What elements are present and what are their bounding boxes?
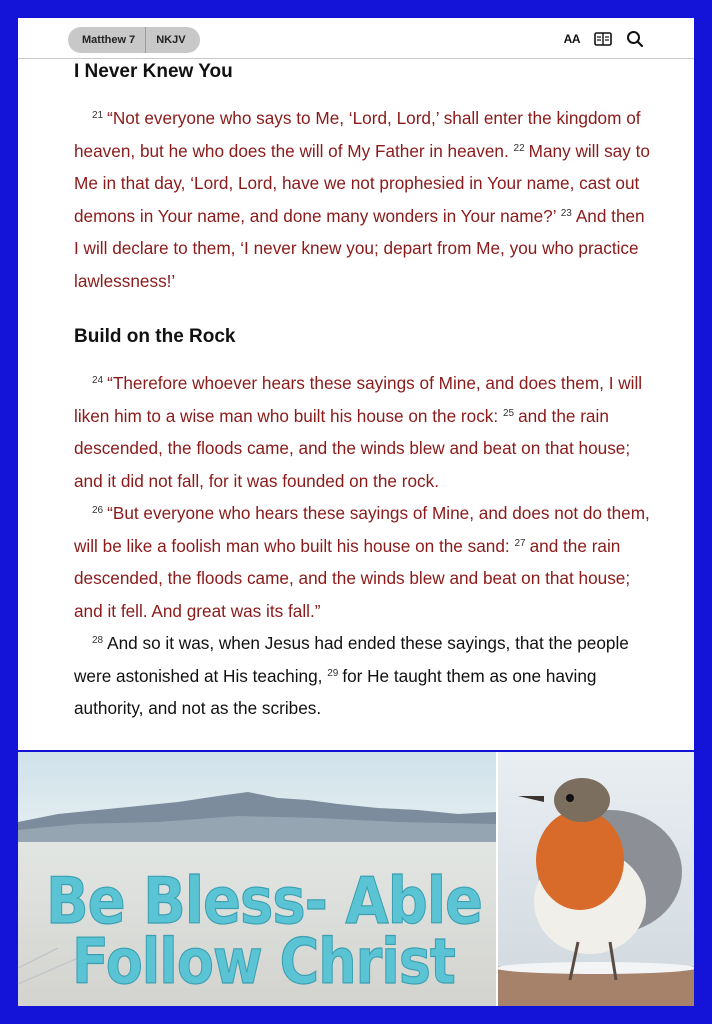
paragraph-verses-26-27 <box>74 497 654 627</box>
verse-text: “But everyone who hears these sayings of Mine, and does not do them, will be like a foolish man who built his house on the sand: <box>74 503 650 556</box>
verse-text: Many will say to Me in that day, ‘Lord, Lord, have we not prophesied in Your name, cast out demons in Your name, and done many wonders in Your name?’ <box>74 140 650 226</box>
verse-text: And then I will declare to them, ‘I never knew you; depart from Me, you who practice lawlessness!’ <box>74 205 645 291</box>
paragraph-verses-24-25 <box>74 367 654 497</box>
paragraph-verses-28-29 <box>74 627 654 725</box>
promo-banner <box>18 752 694 1006</box>
paragraph-verses-21-23 <box>74 102 654 297</box>
verse-text: “Not everyone who says to Me, ‘Lord, Lord,’ shall enter the kingdom of heaven, but he who does the will of My Father in heaven. <box>74 108 641 161</box>
search-icon[interactable] <box>626 29 644 49</box>
verse-text: “Therefore whoever hears these sayings of Mine, and does them, I will liken him to a wise man who built his house on the rock: <box>74 373 643 426</box>
verse-text: and the rain descended, the floods came, and the winds blew and beat on that house; and it fell. And great was its fall.” <box>74 535 631 621</box>
book-chapter-button[interactable]: Matthew 7 <box>68 27 146 53</box>
verse-number: 22 <box>513 142 525 154</box>
version-button[interactable]: NKJV <box>156 34 186 46</box>
verse-number: 27 <box>514 537 526 549</box>
verse-number: 28 <box>92 635 104 646</box>
verse-text: and the rain descended, the floods came, and the winds blew and beat on that house; and it did not fall, for it was founded on the rock. <box>74 405 631 491</box>
verse-number: 29 <box>327 667 339 679</box>
parallel-view-icon[interactable] <box>594 29 612 49</box>
slogan-line-1: Be Bless- Able <box>46 864 483 940</box>
passage-selector[interactable] <box>68 27 200 53</box>
reader-toolbar <box>18 18 694 59</box>
toolbar-actions <box>564 29 644 49</box>
verse-number: 25 <box>502 407 515 419</box>
verse-number: 23 <box>560 207 572 219</box>
verse-number: 24 <box>92 375 104 386</box>
section-heading-never-knew: I Never Knew You <box>74 61 233 82</box>
bible-reader-page <box>18 18 694 750</box>
font-size-button[interactable]: AA <box>563 32 580 46</box>
verse-number: 26 <box>92 505 104 516</box>
section-heading-build-rock: Build on the Rock <box>74 326 236 347</box>
slogan-line-2: Follow Christ <box>72 925 455 999</box>
robin-photo <box>498 752 694 1006</box>
verse-number: 21 <box>92 110 104 121</box>
verse-text: And so it was, when Jesus had ended these sayings, that the people were astonished at His teaching, <box>74 633 629 686</box>
verse-text: for He taught them as one having authority, and not as the scribes. <box>74 665 597 718</box>
